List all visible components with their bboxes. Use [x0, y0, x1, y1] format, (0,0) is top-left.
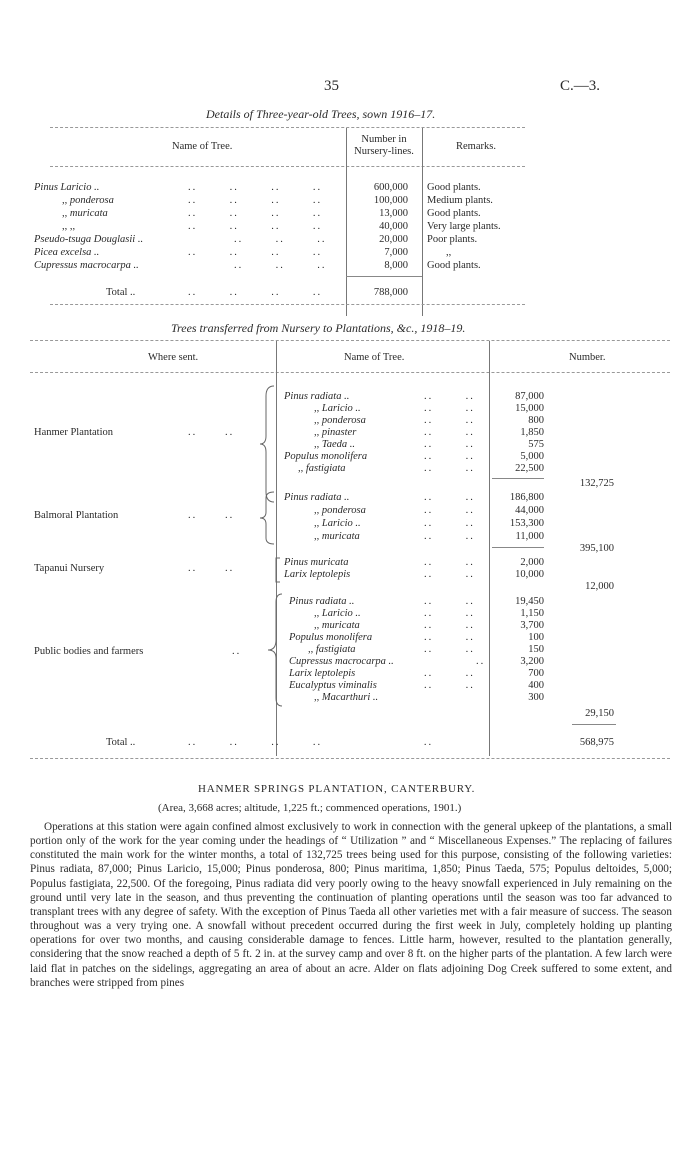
leader-dots: .. .. .. ..: [188, 182, 323, 193]
leader-dots: .. .. .. ..: [188, 247, 323, 258]
tree-name: ,, ponderosa: [314, 415, 366, 426]
brace-icon: [266, 592, 286, 708]
tree-name: ,, Laricio ..: [314, 403, 361, 414]
tree-name: Eucalyptus viminalis: [289, 680, 377, 691]
brace-icon: [258, 490, 278, 546]
leader-dots: .. ..: [424, 680, 475, 691]
tree-name: Pinus radiata ..: [284, 391, 350, 402]
table1-row-remark: Good plants.: [427, 208, 481, 219]
tree-number: 2,000: [520, 557, 544, 568]
leader-dots: .. ..: [424, 427, 475, 438]
leader-dots: .. .. .. .. ..: [188, 737, 434, 748]
table1-row-remark: Poor plants.: [427, 234, 478, 245]
table1-row-number: 100,000: [373, 195, 408, 206]
table1-row-remark: ,,: [446, 247, 452, 258]
leader-dots: ..: [232, 646, 242, 657]
table1-row-name: Cupressus macrocarpa ..: [34, 260, 139, 271]
table1-row-name: Picea excelsa ..: [34, 247, 100, 258]
tree-name: ,, Taeda ..: [314, 439, 356, 450]
table1-row-name: ,, muricata: [62, 208, 108, 219]
table1-row-number: 40,000: [379, 221, 408, 232]
leader-dots: .. ..: [424, 531, 475, 542]
group-subtotal: 132,725: [579, 478, 614, 489]
leader-dots: .. ..: [424, 415, 475, 426]
table1-col-name: Name of Tree.: [172, 141, 233, 152]
leader-dots: .. .. ..: [234, 234, 327, 245]
table1-total-value: 788,000: [373, 287, 408, 298]
leader-dots: .. .. .. ..: [188, 195, 323, 206]
leader-dots: .. ..: [188, 510, 235, 521]
tree-name: Populus monolifera: [284, 451, 368, 462]
tree-number: 575: [528, 439, 544, 450]
tree-number: 15,000: [515, 403, 544, 414]
table1-row-name: Pseudo-tsuga Douglasii ..: [34, 234, 144, 245]
tree-name: ,, Laricio ..: [314, 518, 361, 529]
tree-number: 1,150: [520, 608, 544, 619]
table1-col-number: [348, 134, 420, 158]
table1-row-number: 8,000: [384, 260, 408, 271]
leader-dots: .. ..: [424, 608, 475, 619]
tree-number: 11,000: [515, 531, 544, 542]
document-reference: C.—3.: [560, 78, 601, 94]
leader-dots: .. ..: [424, 403, 475, 414]
group-location: Public bodies and farmers: [34, 646, 144, 657]
tree-name: ,, muricata: [314, 620, 360, 631]
table2-col-number: Number.: [569, 352, 606, 363]
leader-dots: .. ..: [424, 596, 475, 607]
tree-number: 44,000: [515, 505, 544, 516]
leader-dots: .. ..: [424, 644, 475, 655]
page-number: 35: [324, 78, 339, 94]
tree-name: Populus monolifera: [289, 632, 373, 643]
leader-dots: .. .. .. ..: [188, 287, 323, 298]
table1-total-label: Total ..: [106, 287, 136, 298]
tree-number: 19,450: [515, 596, 544, 607]
tree-name: ,, fastigiata: [298, 463, 346, 474]
leader-dots: .. ..: [188, 427, 235, 438]
table1-row-number: 600,000: [373, 182, 408, 193]
tree-number: 100: [528, 632, 544, 643]
group-subtotal: 29,150: [585, 708, 614, 719]
table1-row-name: ,, ponderosa: [62, 195, 114, 206]
leader-dots: .. .. ..: [234, 260, 327, 271]
leader-dots: .. ..: [424, 439, 475, 450]
table1-row-remark: Very large plants.: [427, 221, 501, 232]
leader-dots: .. ..: [424, 557, 475, 568]
tree-name: ,, muricata: [314, 531, 360, 542]
tree-number: 700: [528, 668, 544, 679]
tree-name: ,, ponderosa: [314, 505, 366, 516]
tree-number: 800: [528, 415, 544, 426]
table2-col-name: Name of Tree.: [344, 352, 405, 363]
tree-name: Pinus radiata ..: [289, 596, 355, 607]
group-subtotal: 395,100: [579, 543, 614, 554]
table2-total-value: 568,975: [579, 737, 614, 748]
table1-row-remark: Good plants.: [427, 260, 481, 271]
table1-row-number: 13,000: [379, 208, 408, 219]
tree-name: Larix leptolepis: [289, 668, 356, 679]
group-location: Hanmer Plantation: [34, 427, 114, 438]
leader-dots: .. .. .. ..: [188, 208, 323, 219]
leader-dots: .. ..: [424, 463, 475, 474]
leader-dots: .. ..: [424, 451, 475, 462]
tree-number: 10,000: [515, 569, 544, 580]
bracket-icon: [272, 556, 282, 584]
brace-icon: [258, 384, 278, 504]
leader-dots: .. ..: [424, 518, 475, 529]
leader-dots: .. ..: [424, 668, 475, 679]
leader-dots: .. ..: [424, 632, 475, 643]
tree-name: Cupressus macrocarpa ..: [289, 656, 394, 667]
table1-row-name: Pinus Laricio ..: [34, 182, 100, 193]
group-subtotal: 12,000: [585, 581, 614, 592]
tree-name: ,, Macarthuri ..: [314, 692, 379, 703]
section-paragraph: Operations at this station were again confined almost exclusively to work in connection with the general upkeep of the plantations, a small portion only of the work for the year coming under the headings of “ Utilization ” and “ Miscellaneous Expenses.” The replacing of failures constituted the main work for the winter months, a total of 132,725 trees being used for this purpose, consisting of the following varieties: Pinus radiata, 87,000; Pinus Laricio, 15,000; Pinus ponderosa, 800; Pinus maritima, 1,850; Pinus Taeda, 575; Populus deltoides, 5,000; Populus fastigiata, 22,500. Of the foregoing, Pinus radiata did very poorly owing to the heavy snowfall experienced in July remaining on the ground until very late in the season, and thus preventing the continuation of planting operations until the season was too far advanced to transplant trees with any degree of safety. With the exception of Pinus Taeda all other varieties met with a fair measure of success. The season throughout was a very trying one. A snowfall without precedent occurred during the first week in July, completely holding up planting operations for over two months, and causing considerable damage to fences. Little harm, however, resulted to the plantation generally, considering that the snow reached a depth of 5 ft. 2 in. at the survey camp and over 8 ft. on the higher parts of the plantation. A few larch were laid flat in patches on the sidelings, aggregating an area of about an acre. Alder on flats adjoining Dog Creek suffered to some extent, and branches were stripped from pines: [30, 821, 672, 989]
table1-row-remark: Medium plants.: [427, 195, 493, 206]
table1-row-number: 7,000: [384, 247, 408, 258]
table1-row-name: ,, ,,: [62, 221, 76, 232]
group-location: Tapanui Nursery: [34, 563, 105, 574]
tree-number: 300: [528, 692, 544, 703]
tree-name: Pinus muricata: [284, 557, 349, 568]
tree-name: ,, fastigiata: [308, 644, 356, 655]
leader-dots: .. ..: [424, 505, 475, 516]
tree-number: 1,850: [520, 427, 544, 438]
tree-number: 87,000: [515, 391, 544, 402]
table1-title: Details of Three-year-old Trees, sown 1916–17.: [206, 107, 436, 121]
tree-name: Pinus radiata ..: [284, 492, 350, 503]
tree-number: 3,200: [520, 656, 544, 667]
group-location: Balmoral Plantation: [34, 510, 119, 521]
table1-row-remark: Good plants.: [427, 182, 481, 193]
table2-title: Trees transferred from Nursery to Plantations, &c., 1918–19.: [171, 321, 466, 335]
tree-number: 400: [528, 680, 544, 691]
tree-number: 5,000: [520, 451, 544, 462]
table1-col-number-line1: Number in: [361, 134, 407, 145]
tree-name: ,, Laricio ..: [314, 608, 361, 619]
leader-dots: .. .. .. ..: [188, 221, 323, 232]
table2-col-where: Where sent.: [148, 352, 199, 363]
tree-number: 3,700: [520, 620, 544, 631]
leader-dots: .. ..: [424, 492, 475, 503]
table2-total-label: Total ..: [106, 737, 136, 748]
tree-number: 186,800: [509, 492, 544, 503]
leader-dots: ..: [476, 656, 486, 667]
section-heading: HANMER SPRINGS PLANTATION, CANTERBURY.: [198, 783, 476, 795]
leader-dots: .. ..: [188, 563, 235, 574]
tree-number: 150: [528, 644, 544, 655]
tree-name: ,, pinaster: [314, 427, 357, 438]
tree-number: 153,300: [509, 518, 544, 529]
table1-col-number-line2: Nursery-lines.: [354, 146, 414, 157]
table1-row-number: 20,000: [379, 234, 408, 245]
tree-number: 22,500: [515, 463, 544, 474]
leader-dots: .. ..: [424, 391, 475, 402]
table1-col-remarks: Remarks.: [456, 141, 496, 152]
tree-name: Larix leptolepis: [284, 569, 351, 580]
leader-dots: .. ..: [424, 569, 475, 580]
section-subheading: (Area, 3,668 acres; altitude, 1,225 ft.; commenced operations, 1901.): [158, 802, 462, 814]
leader-dots: .. ..: [424, 620, 475, 631]
